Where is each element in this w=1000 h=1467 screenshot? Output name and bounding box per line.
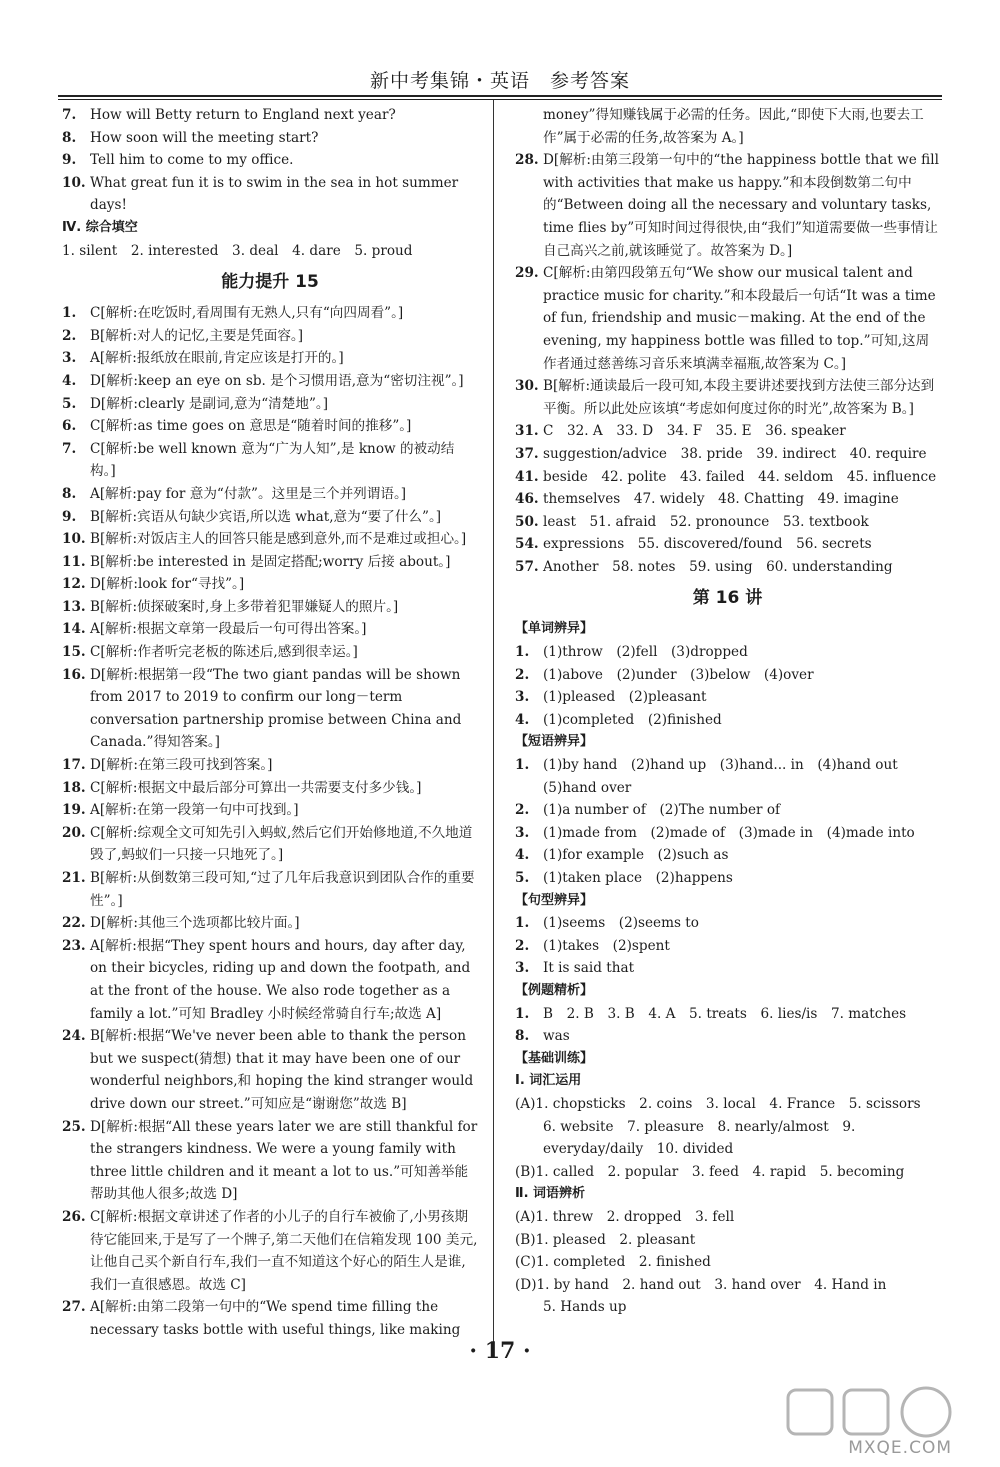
answer-number: 11. <box>62 553 86 570</box>
answer-line: (C)1. completed 2. finished <box>515 1254 711 1271</box>
answer-text: (1)a number of (2)The number of <box>543 802 781 819</box>
answer-item <box>515 822 940 845</box>
answer-item <box>515 262 940 375</box>
answer-text: (1)throw (2)fell (3)dropped <box>543 644 748 661</box>
answer-number: 2. <box>515 666 530 683</box>
answer-number: 30. <box>515 378 539 395</box>
answer-text: A[解析:由第二段第一句中的“We spend time filling the necessary tasks bottle with useful things, like making <box>90 1299 461 1338</box>
answer-text: D[解析:根据“All these years later we are still thankful for the strangers kindness. We were a young family with three little children and it meant a lot to us.”可知善举能帮助其他人很多;故选 D] <box>90 1118 478 1203</box>
answer-text: C[解析:在吃饭时,看周围有无熟人,只有“向四周看”。] <box>90 305 404 322</box>
answer-item <box>515 488 940 511</box>
answer-text: expressions 55. discovered/found 56. secrets <box>543 536 872 553</box>
answer-text: B 2. B 3. B 4. A 5. treats 6. lies/is 7. matches <box>543 1005 907 1022</box>
answer-text: B[解析:对人的记忆,主要是凭面容。] <box>90 327 304 344</box>
answer-text: themselves 47. widely 48. Chatting 49. imagine <box>543 491 899 508</box>
answer-text: (1)by hand (2)hand up (3)hand... in (4)hand out (5)hand over <box>543 757 912 796</box>
answer-number: 16. <box>62 666 86 683</box>
answer-item <box>62 1206 478 1296</box>
answer-line: 1. silent 2. interested 3. deal 4. dare 5. proud <box>62 242 413 259</box>
subsection-heading: 【基础训练】 <box>515 1050 594 1066</box>
subsection-heading: 【短语辨异】 <box>515 734 594 750</box>
answer-number: 1. <box>515 757 530 774</box>
answer-text: (1)takes (2)spent <box>543 937 670 954</box>
answer-number: 12. <box>62 576 86 593</box>
answer-text: D[解析:look for“寻找”。] <box>90 576 245 593</box>
answer-number: 1. <box>515 1005 530 1022</box>
answer-item <box>62 551 478 574</box>
page-number: · 17 · <box>469 1338 531 1364</box>
answer-text: C[解析:as time goes on 意思是“随着时间的推移”。] <box>90 418 412 435</box>
answer-item <box>62 347 478 370</box>
answer-text: beside 42. polite 43. failed 44. seldom 45. influence <box>543 468 937 485</box>
answer-number: 2. <box>515 937 530 954</box>
page-header-title: 新中考集锦・英语 参考答案 <box>369 70 630 92</box>
answer-item <box>62 127 478 150</box>
answer-number: 41. <box>515 468 539 485</box>
answer-number: 19. <box>62 802 86 819</box>
watermark-text: MXQE.COM <box>848 1438 952 1458</box>
answer-text: C[解析:由第四段第五句“We show our musical talent and practice music for charity.”和本段最后一句话“It was a time of fun, friendship and music－making. At the end of the evening, my happiness bottle was filled to top.”可知,这周作者通过慈善练习音乐来填满幸福瓶,故答案为 C。] <box>543 265 936 372</box>
answer-item <box>515 686 940 709</box>
answer-item <box>62 506 478 529</box>
answer-item <box>62 596 478 619</box>
answer-item <box>515 149 940 262</box>
answer-item <box>515 375 940 420</box>
answer-number: 3. <box>515 960 530 977</box>
answer-item <box>62 438 478 483</box>
subsection-heading: Ⅳ. 综合填空 <box>62 219 138 235</box>
answer-number: 54. <box>515 536 539 553</box>
answer-number: 46. <box>515 491 539 508</box>
section-title: 能力提升 15 <box>221 272 319 293</box>
answer-item <box>62 1025 478 1115</box>
answer-item <box>62 370 478 393</box>
answer-number: 37. <box>515 445 539 462</box>
header-rule-thin <box>58 99 942 100</box>
answer-number: 29. <box>515 265 539 282</box>
answer-item <box>62 415 478 438</box>
subsection-heading: Ⅰ. 词汇运用 <box>515 1073 582 1089</box>
answer-number: 3. <box>515 689 530 706</box>
answer-text: (1)made from (2)made of (3)made in (4)made into <box>543 824 915 841</box>
answer-text: B[解析:be interested in 是固定搭配;worry 后接 about。] <box>90 553 451 570</box>
answer-line: 6. website 7. pleasure 8. nearly/almost 9. everyday/daily 10. divided <box>543 1118 856 1158</box>
answer-text: B[解析:对饭店主人的回答只能是感到意外,而不是难过或担心。] <box>90 531 467 548</box>
answer-text: D[解析:keep an eye on sb. 是个习惯用语,意为“密切注视”。] <box>90 372 464 389</box>
answer-line: (B)1. pleased 2. pleasant <box>515 1231 696 1248</box>
right-column <box>515 104 940 1319</box>
answer-item <box>515 664 940 687</box>
answer-item <box>515 754 940 799</box>
answer-item <box>515 466 940 489</box>
answer-item <box>62 935 478 1025</box>
answer-item <box>515 443 940 466</box>
answer-number: 23. <box>62 937 86 954</box>
subsection-heading: 【单词辨异】 <box>515 621 594 637</box>
subsection-heading: 【例题精析】 <box>515 982 594 998</box>
answer-text: suggestion/advice 38. pride 39. indirect 40. require <box>543 445 927 462</box>
answer-number: 8. <box>515 1028 530 1045</box>
answer-item <box>515 912 940 935</box>
answer-text: B[解析:侦探破案时,身上多带着犯罪嫌疑人的照片。] <box>90 598 399 615</box>
answer-number: 4. <box>62 372 77 389</box>
left-column <box>62 104 478 1341</box>
answer-item <box>62 618 478 641</box>
answer-text: C[解析:根据文中最后部分可算出一共需要支付多少钱。] <box>90 779 422 796</box>
answer-line: (B)1. called 2. popular 3. feed 4. rapid 5. becoming <box>515 1163 905 1180</box>
section-title: 第 16 讲 <box>692 588 763 609</box>
answer-number: 57. <box>515 558 539 575</box>
answer-text: (1)completed (2)finished <box>543 711 722 728</box>
answer-item <box>515 1025 940 1048</box>
answer-number: 7. <box>62 107 77 123</box>
answer-text: A[解析:报纸放在眼前,肯定应该是打开的。] <box>90 350 344 367</box>
answer-text: (1)above (2)under (3)below (4)over <box>543 666 814 683</box>
answer-line: (A)1. chopsticks 2. coins 3. local 4. France 5. scissors <box>515 1095 921 1112</box>
answer-text: D[解析:在第三段可找到答案。] <box>90 757 273 774</box>
answer-number: 8. <box>62 485 77 502</box>
answer-item <box>62 822 478 867</box>
answer-number: 9. <box>62 508 77 525</box>
answer-line: (D)1. by hand 2. hand out 3. hand over 4. Hand in <box>515 1276 887 1293</box>
answer-number: 26. <box>62 1208 86 1225</box>
answer-number: 14. <box>62 621 86 638</box>
answer-number: 1. <box>62 305 77 322</box>
answer-text: C 32. A 33. D 34. F 35. E 36. speaker <box>543 423 846 440</box>
answer-item <box>62 302 478 325</box>
answer-item <box>62 172 478 217</box>
answer-item <box>62 573 478 596</box>
answer-number: 5. <box>62 395 77 412</box>
answer-item <box>515 1003 940 1026</box>
answer-continuation: money”得知赚钱属于必需的任务。因此,“即使下大雨,也要去工作”属于必需的任务,故答案为 A。] <box>543 107 924 146</box>
answer-text: (1)for example (2)such as <box>543 847 729 864</box>
answer-line: 5. Hands up <box>543 1299 627 1316</box>
answer-number: 10. <box>62 531 86 548</box>
answer-number: 22. <box>62 915 86 932</box>
answer-number: 27. <box>62 1299 86 1316</box>
answer-text: D[解析:clearly 是副词,意为“清楚地”。] <box>90 395 328 412</box>
answer-item <box>515 935 940 958</box>
answer-item <box>62 641 478 664</box>
answer-text: D[解析:其他三个选项都比较片面。] <box>90 915 300 932</box>
answer-number: 2. <box>62 327 77 344</box>
answer-item <box>515 709 940 732</box>
answer-text: (1)taken place (2)happens <box>543 870 733 886</box>
answer-text: B[解析:宾语从句缺少宾语,所以选 what,意为“要了什么”。] <box>90 508 442 525</box>
answer-item <box>62 912 478 935</box>
answer-item <box>62 777 478 800</box>
subsection-heading: Ⅱ. 词语辨析 <box>515 1186 586 1202</box>
answer-text: C[解析:综观全文可知先引入蚂蚁,然后它们开始修地道,不久地道毁了,蚂蚁们一只接一只地死了。] <box>90 824 473 864</box>
answer-text: It is said that <box>543 960 635 977</box>
answer-item <box>62 754 478 777</box>
page-number-value: 17 <box>484 1338 516 1364</box>
answer-number: 1. <box>515 644 530 661</box>
answer-text: C[解析:根据文章讲述了作者的小儿子的自行车被偷了,小男孩期待它能回来,于是写了一个牌子,第二天他们在信箱发现 100 美元,让他自己买个新自行车,我们一直不知道这个好心的陌生人是谁,我们一直很感恩。故选 C] <box>90 1208 478 1293</box>
answer-number: 28. <box>515 152 539 169</box>
answer-item <box>515 844 940 867</box>
answer-text: What great fun it is to swim in the sea in hot summer days! <box>90 174 459 214</box>
answer-number: 2. <box>515 802 530 819</box>
answer-number: 10. <box>62 174 86 191</box>
answer-number: 9. <box>62 152 77 169</box>
answer-text: D[解析:根据第一段“The two giant pandas will be shown from 2017 to 2019 to confirm our long－term conversation partnership promise between China and Canada.”得知答案。] <box>90 666 462 751</box>
answer-number: 4. <box>515 711 530 728</box>
answer-text: C[解析:作者听完老板的陈述后,感到很幸运。] <box>90 644 358 661</box>
answer-item <box>515 799 940 822</box>
answer-number: 13. <box>62 598 86 615</box>
answer-item <box>515 556 940 579</box>
answer-item <box>515 511 940 534</box>
answer-number: 24. <box>62 1028 86 1045</box>
answer-number: 7. <box>62 440 77 457</box>
answer-number: 1. <box>515 915 530 932</box>
answer-item <box>62 325 478 348</box>
header-rule <box>58 95 942 97</box>
answer-item <box>62 528 478 551</box>
answer-number: 18. <box>62 779 86 796</box>
answer-text: Tell him to come to my office. <box>90 152 294 169</box>
answer-number: 8. <box>62 129 77 146</box>
answer-text: A[解析:根据文章第一段最后一句可得出答案。] <box>90 621 367 638</box>
answer-number: 17. <box>62 757 86 774</box>
answer-line: (A)1. threw 2. dropped 3. fell <box>515 1208 735 1225</box>
answer-text: A[解析:在第一段第一句中可找到。] <box>90 802 299 819</box>
column-divider <box>493 100 494 1345</box>
answer-text: least 51. afraid 52. pronounce 53. textbook <box>543 513 869 530</box>
answer-item <box>62 149 478 172</box>
answer-item <box>62 664 478 754</box>
answer-number: 5. <box>515 870 530 886</box>
answer-item <box>62 393 478 416</box>
answer-number: 21. <box>62 870 86 886</box>
answer-text: How will Betty return to England next year? <box>90 107 396 123</box>
answer-item <box>62 104 478 127</box>
subsection-heading: 【句型辨异】 <box>515 892 594 908</box>
answer-item <box>62 1296 478 1341</box>
answer-item <box>515 420 940 443</box>
answer-item <box>62 799 478 822</box>
answer-number: 31. <box>515 423 539 440</box>
answer-number: 4. <box>515 847 530 864</box>
answer-number: 25. <box>62 1118 86 1135</box>
answer-number: 6. <box>62 418 77 435</box>
answer-item <box>515 957 940 980</box>
answer-text: B[解析:根据“We've never been able to thank the person but we suspect(猜想) that it may have been one of our wonderful neighbors,和 hoping the kind stranger would drive down our street.”可知应是“谢谢您”故选 B] <box>90 1028 474 1112</box>
answer-text: was <box>543 1028 570 1045</box>
answer-text: A[解析:根据“They spent hours and hours, day after day, on their bicycles, riding up and down the footpath, and at the front of the house. We also rode together as a family a lot.”可知 Bradley 小时候经常骑自行车;故选 A] <box>90 937 471 1022</box>
answer-item <box>62 483 478 506</box>
answer-number: 3. <box>515 824 530 841</box>
answer-text: Another 58. notes 59. using 60. understanding <box>543 558 893 575</box>
answer-text: C[解析:be well known 意为“广为人知”,是 know 的被动结构。] <box>90 440 455 480</box>
answer-text: How soon will the meeting start? <box>90 129 319 146</box>
answer-item <box>515 867 940 890</box>
answer-number: 50. <box>515 513 539 530</box>
answer-text: (1)pleased (2)pleasant <box>543 689 707 706</box>
answer-text: B[解析:从倒数第三段可知,“过了几年后我意识到团队合作的重要性”。] <box>90 870 475 909</box>
answer-item <box>515 533 940 556</box>
answer-text: D[解析:由第三段第一句中的“the happiness bottle that we fill with activities that make us happy.”和本段倒数第二句中的“Between doing all the necessary and voluntary tasks, time flies by”可知时间过得很快,由“我们”知道需要做一些事情让自己高兴之前,就该睡觉了。故答案为 D。] <box>543 152 939 259</box>
answer-text: A[解析:pay for 意为“付款”。这里是三个并列谓语。] <box>90 485 407 502</box>
answer-number: 20. <box>62 824 86 841</box>
answer-number: 3. <box>62 350 77 367</box>
answer-text: (1)seems (2)seems to <box>543 915 699 932</box>
answer-item <box>515 641 940 664</box>
answer-text: B[解析:通读最后一段可知,本段主要讲述要找到方法使三部分达到平衡。所以此处应该填“考虑如何度过你的时光”,故答案为 B。] <box>543 378 935 417</box>
answer-item <box>62 1116 478 1206</box>
answer-item <box>62 867 478 912</box>
answer-number: 15. <box>62 644 86 661</box>
